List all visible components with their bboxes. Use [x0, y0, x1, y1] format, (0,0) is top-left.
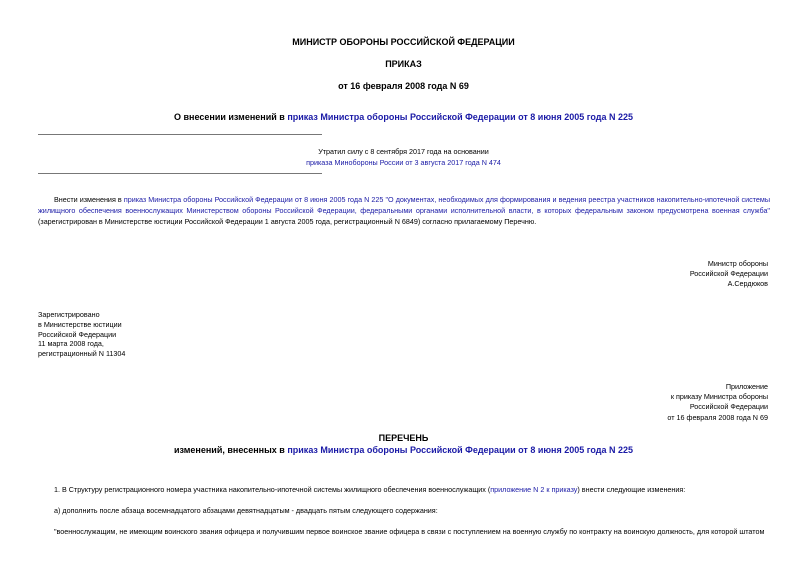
separator-bottom — [38, 173, 322, 174]
title-prefix: О внесении изменений в — [174, 112, 288, 122]
body-suffix: (зарегистрирован в Министерстве юстиции Российской Федерации 1 августа 2005 года, регистрационный N 6849) согласно прилагаемому Перечню. — [38, 216, 537, 226]
signature-line3: А.Сердюков — [727, 279, 768, 289]
item-1-prefix: 1. В Структуру регистрационного номера участника накопительно-ипотечной системы жилищного обеспечения военнослужащих ( — [54, 485, 491, 494]
title-link[interactable]: приказ Министра обороны Российской Федерации от 8 июня 2005 года N 225 — [287, 112, 633, 122]
registration-line1: Зарегистрировано — [38, 310, 100, 319]
document-title — [0, 112, 807, 122]
order-date: от 16 февраля 2008 года N 69 — [338, 81, 469, 91]
status-note-link[interactable]: приказа Минобороны России от 3 августа 2017 года N 474 — [306, 158, 501, 167]
quote-line: "военнослужащим, не имеющим воинского звания офицера и получившим первое воинское звание офицера в связи с поступлением на военную службу по контракту на воинскую должность, для которой штатом — [54, 527, 765, 536]
signature-line2: Российской Федерации — [689, 269, 768, 279]
minister-heading: МИНИСТР ОБОРОНЫ РОССИЙСКОЙ ФЕДЕРАЦИИ — [292, 37, 515, 47]
registration-block — [38, 310, 125, 359]
registration-line4: 11 марта 2008 года, — [38, 339, 104, 349]
body-prefix: Внести изменения в — [54, 195, 124, 204]
separator-top — [38, 134, 322, 135]
appendix-line3: Российской Федерации — [689, 402, 768, 412]
item-1-suffix: ) внести следующие изменения: — [577, 485, 686, 494]
item-1 — [54, 485, 685, 495]
list-subtitle — [0, 445, 807, 455]
appendix-block — [667, 382, 768, 423]
appendix-line1: Приложение — [725, 382, 768, 391]
status-note-line1: Утратил силу с 8 сентября 2017 года на основании — [318, 147, 489, 156]
appendix-line2: к приказу Министра обороны — [670, 392, 768, 402]
body-paragraph — [38, 195, 770, 227]
list-subtitle-prefix: изменений, внесенных в — [173, 445, 288, 455]
body-link[interactable]: приказ Министра обороны Российской Федерации от 8 июня 2005 года N 225 "О документах, необходимых для формирования и ведения реестра участников накопительно-ипотечной системы жилищного обеспечения военнослужащих Министерством обороны Российской Федерации, федеральными органами исполнительной власти, в которых федеральным законом предусмотрена военная служба" — [38, 195, 771, 215]
appendix-line4: от 16 февраля 2008 года N 69 — [667, 412, 768, 422]
list-heading: ПЕРЕЧЕНЬ — [378, 433, 429, 443]
registration-line5: регистрационный N 11304 — [38, 349, 126, 359]
list-subtitle-link[interactable]: приказ Министра обороны Российской Федерации от 8 июня 2005 года N 225 — [287, 445, 634, 455]
item-a: а) дополнить после абзаца восемнадцатого абзацами девятнадцатым - двадцать пятым следующего содержания: — [54, 506, 438, 515]
registration-line3: Российской Федерации — [38, 329, 117, 339]
item-1-link[interactable]: приложение N 2 к приказу — [490, 485, 578, 494]
signature-block — [690, 259, 768, 290]
registration-line2: в Министерстве юстиции — [38, 319, 122, 329]
signature-line1: Министр обороны — [707, 259, 768, 268]
doc-type-heading: ПРИКАЗ — [385, 59, 422, 69]
